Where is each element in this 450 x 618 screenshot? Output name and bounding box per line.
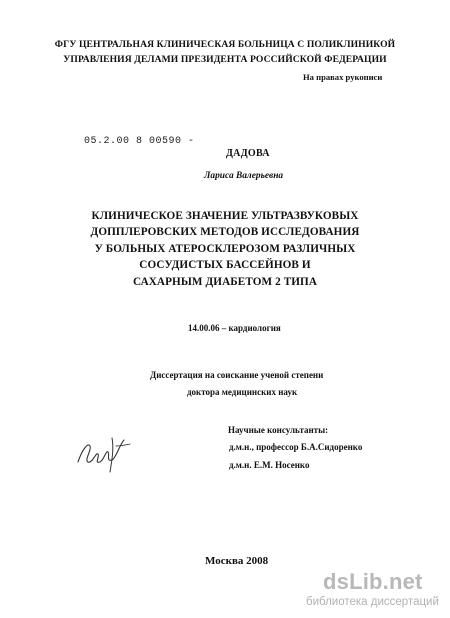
manuscript-rights-note: На правах рукописи [303, 72, 383, 82]
city-year: Москва 2008 [205, 555, 269, 567]
handwritten-signature [72, 432, 132, 474]
consultant-line: д.м.н., профессор Б.А.Сидоренко [229, 442, 363, 452]
organization-line-2: УПРАВЛЕНИЯ ДЕЛАМИ ПРЕЗИДЕНТА РОССИЙСКОЙ ФЕДЕРАЦИИ [63, 54, 387, 65]
organization-line-1: ФГУ ЦЕНТРАЛЬНАЯ КЛИНИЧЕСКАЯ БОЛЬНИЦА С ПОЛИКЛИНИКОЙ [54, 39, 396, 50]
degree-line-2: доктора медицинских наук [187, 387, 298, 397]
dissertation-title-line: У БОЛЬНЫХ АТЕРОСКЛЕРОЗОМ РАЗЛИЧНЫХ [94, 243, 356, 255]
dissertation-title-line: СОСУДИСТЫХ БАССЕЙНОВ И [139, 259, 311, 271]
dissertation-title-line: ДОППЛЕРОВСКИХ МЕТОДОВ ИССЛЕДОВАНИЯ [90, 226, 360, 238]
specialty-code: 14.00.06 – кардиология [188, 323, 281, 333]
consultant-line: д.м.н. Е.М. Носенко [229, 460, 310, 470]
degree-line-1: Диссертация на соискание ученой степени [150, 370, 324, 380]
dissertation-title-line: САХАРНЫМ ДИАБЕТОМ 2 ТИПА [132, 276, 318, 288]
watermark-tagline: библиотека диссертаций [306, 596, 439, 608]
consultants-heading: Научные консультанты: [228, 425, 329, 435]
registration-stamp: 05.2.00 8 00590 - [84, 136, 195, 147]
dissertation-title-line: КЛИНИЧЕСКОЕ ЗНАЧЕНИЕ УЛЬТРАЗВУКОВЫХ [91, 210, 359, 222]
author-surname: ДАДОВА [226, 148, 270, 159]
author-given-names: Лариса Валерьевна [204, 171, 284, 181]
watermark-logo: dsLib.net [323, 569, 423, 594]
